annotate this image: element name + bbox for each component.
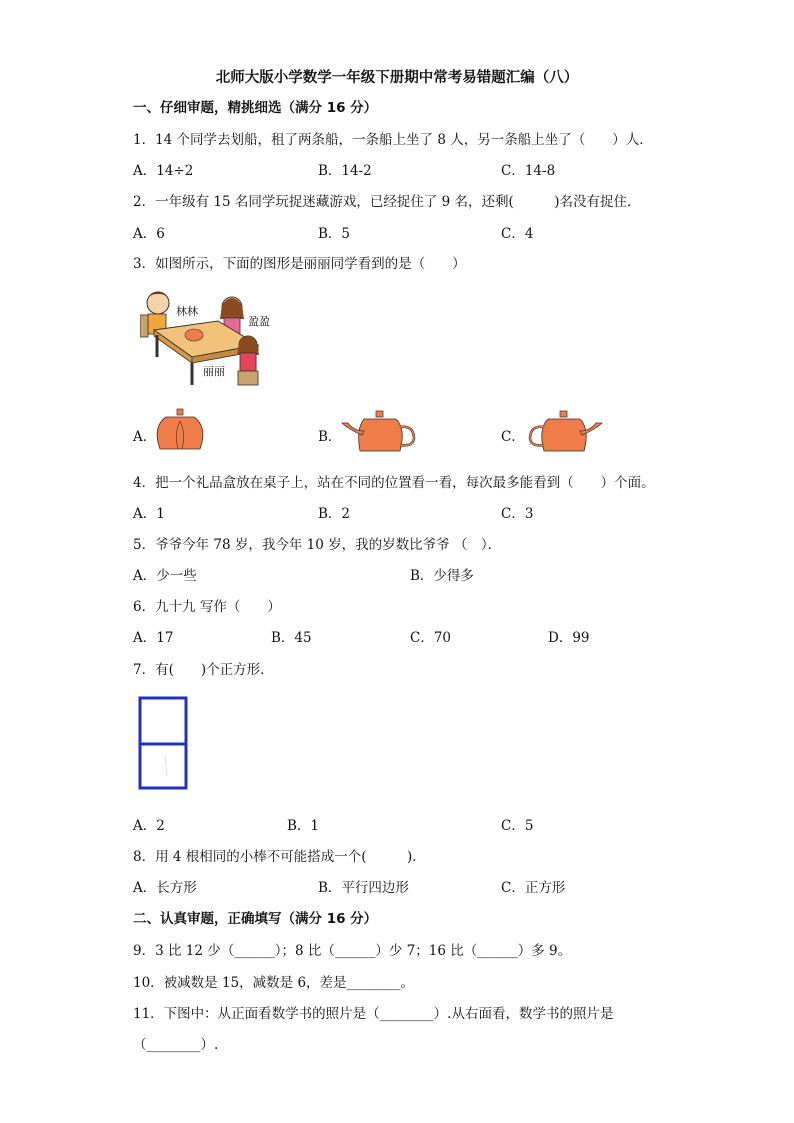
question-2: 2．一年级有 15 名同学玩捉迷藏游戏，已经捉住了 9 名，还剩( )名没有捉住． <box>133 194 641 210</box>
question-11-line1: 11．下图中：从正面看数学书的照片是（________）.从右面看，数学书的照片是 <box>133 1006 614 1022</box>
q2-option-a[interactable]: A．6 <box>133 226 165 242</box>
teapot-side-view-c-icon <box>524 409 604 453</box>
question-1: 1．14 个同学去划船，租了两条船，一条船上坐了 8 人，另一条船上坐了（ ）人． <box>133 132 653 148</box>
two-squares-figure <box>138 696 190 794</box>
q5-option-b[interactable]: B．少得多 <box>410 568 474 584</box>
question-8: 8．用 4 根相同的小棒不可能搭成一个( )． <box>133 849 426 865</box>
q6-option-c[interactable]: C．70 <box>410 630 452 646</box>
q6-option-b[interactable]: B．45 <box>271 630 312 646</box>
section2-heading: 二、认真审题，正确填写（满分 16 分） <box>133 911 378 927</box>
q1-option-a[interactable]: A．14÷2 <box>133 163 194 179</box>
teapot-side-view-b-icon <box>340 409 420 453</box>
page-title: 北师大版小学数学一年级下册期中常考易错题汇编（八） <box>215 70 579 86</box>
question-9: 9．3 比 12 少（______）；8 比（______）少 7；16 比（______）多 9。 <box>133 943 572 959</box>
q4-option-c[interactable]: C．3 <box>501 506 534 522</box>
q3-option-b[interactable]: B． <box>318 429 342 445</box>
q3-option-a[interactable]: A． <box>133 429 157 445</box>
q7-option-b[interactable]: B．1 <box>287 818 320 834</box>
q5-option-a[interactable]: A．少一些 <box>133 568 197 584</box>
q6-option-a[interactable]: A．17 <box>133 630 174 646</box>
q6-option-d[interactable]: D．99 <box>548 630 590 646</box>
question-11-line2: （________）. <box>133 1037 219 1053</box>
label-yingying: 盈盈 <box>248 315 270 328</box>
q4-option-b[interactable]: B．2 <box>318 506 351 522</box>
section1-heading: 一、仔细审题，精挑细选（满分 16 分） <box>133 100 378 116</box>
q4-option-a[interactable]: A．1 <box>133 506 165 522</box>
q2-option-b[interactable]: B．5 <box>318 226 351 242</box>
q8-option-a[interactable]: A．长方形 <box>133 880 197 896</box>
question-7: 7．有( )个正方形． <box>133 662 274 678</box>
teapot-front-view-icon <box>152 407 208 451</box>
q3-option-c[interactable]: C． <box>501 429 525 445</box>
label-linlin: 林林 <box>176 305 198 318</box>
q2-option-c[interactable]: C．4 <box>501 226 534 242</box>
label-lili: 丽丽 <box>203 365 225 378</box>
question-10: 10．被减数是 15，减数是 6，差是________。 <box>133 975 415 991</box>
question-5: 5．爷爷今年 78 岁，我今年 10 岁，我的岁数比爷爷 （ ）． <box>133 537 502 553</box>
q7-option-c[interactable]: C．5 <box>501 818 534 834</box>
q8-option-b[interactable]: B．平行四边形 <box>318 880 409 896</box>
question-4: 4．把一个礼品盒放在桌子上，站在不同的位置看一看，每次最多能看到（ ）个面。 <box>133 475 655 491</box>
question-6: 6．九十九 写作（ ） <box>133 599 281 615</box>
question-3: 3．如图所示，下面的图形是丽丽同学看到的是（ ） <box>133 256 466 272</box>
q1-option-b[interactable]: B．14-2 <box>318 163 372 179</box>
q1-option-c[interactable]: C．14-8 <box>501 163 556 179</box>
q7-option-a[interactable]: A．2 <box>133 818 165 834</box>
q8-option-c[interactable]: C．正方形 <box>501 880 566 896</box>
